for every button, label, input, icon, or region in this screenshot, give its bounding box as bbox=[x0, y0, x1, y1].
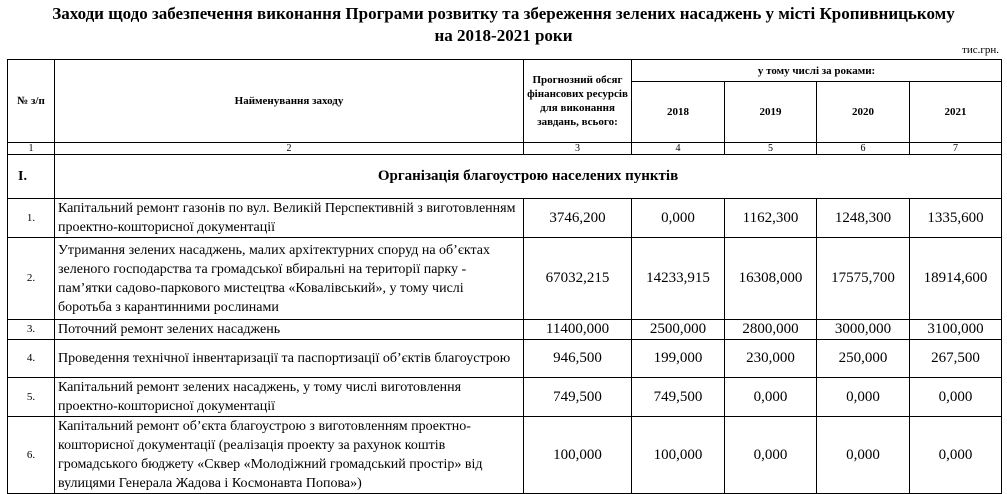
title-line-2: на 2018-2021 роки bbox=[434, 26, 573, 45]
index-cell: 5 bbox=[725, 143, 817, 155]
row-name: Капітальний ремонт зелених насаджень, у тому числі виготовлення проектно-кошторисної документації bbox=[55, 378, 524, 417]
row-name: Утримання зелених насаджень, малих архітектурних споруд на об’єктах зеленого господарства та громадської вбиральні на території парку - пам’ятки садово-паркового мистецтва «Ковалівський», у тому числі боротьба з карантинними рослинами bbox=[55, 238, 524, 320]
index-cell: 4 bbox=[632, 143, 725, 155]
row-number: 3. bbox=[8, 320, 55, 340]
index-cell: 3 bbox=[524, 143, 632, 155]
row-2018: 100,000 bbox=[632, 417, 725, 494]
row-total: 3746,200 bbox=[524, 199, 632, 238]
measures-table bbox=[7, 59, 1002, 494]
row-2019: 16308,000 bbox=[725, 238, 817, 320]
row-2019: 2800,000 bbox=[725, 320, 817, 340]
table-row bbox=[8, 320, 1002, 340]
table-row bbox=[8, 199, 1002, 238]
section-number: I. bbox=[8, 155, 55, 199]
row-name: Капітальний ремонт газонів по вул. Великій Перспективній з виготовленням проектно-кошторисної документації bbox=[55, 199, 524, 238]
row-number: 6. bbox=[8, 417, 55, 494]
row-name: Поточний ремонт зелених насаджень bbox=[55, 320, 524, 340]
index-cell: 7 bbox=[910, 143, 1002, 155]
index-cell: 2 bbox=[55, 143, 524, 155]
row-total: 100,000 bbox=[524, 417, 632, 494]
row-2020: 250,000 bbox=[817, 340, 910, 378]
row-2019: 1162,300 bbox=[725, 199, 817, 238]
row-2021: 18914,600 bbox=[910, 238, 1002, 320]
index-cell: 1 bbox=[8, 143, 55, 155]
unit-label: тис.грн. bbox=[962, 44, 999, 56]
row-number: 1. bbox=[8, 199, 55, 238]
row-2020: 17575,700 bbox=[817, 238, 910, 320]
table-row bbox=[8, 340, 1002, 378]
row-total: 67032,215 bbox=[524, 238, 632, 320]
header-year-2021: 2021 bbox=[910, 82, 1002, 143]
row-2018: 199,000 bbox=[632, 340, 725, 378]
section-row bbox=[8, 155, 1002, 199]
row-2018: 749,500 bbox=[632, 378, 725, 417]
row-2018: 0,000 bbox=[632, 199, 725, 238]
index-row bbox=[8, 143, 1002, 155]
row-2021: 3100,000 bbox=[910, 320, 1002, 340]
index-cell: 6 bbox=[817, 143, 910, 155]
row-total: 11400,000 bbox=[524, 320, 632, 340]
table-row bbox=[8, 417, 1002, 494]
row-number: 5. bbox=[8, 378, 55, 417]
row-name: Капітальний ремонт об’єкта благоустрою з виготовленням проектно-кошторисної документації (реалізація проекту за рахунок коштів громадського бюджету «Сквер «Молодіжний громадський простір» від вулицями Генерала Жадова і Космонавта Попова») bbox=[55, 417, 524, 494]
document-title bbox=[0, 3, 1007, 47]
row-2020: 0,000 bbox=[817, 378, 910, 417]
header-name: Найменування заходу bbox=[55, 60, 524, 143]
section-title: Організація благоустрою населених пунктів bbox=[55, 155, 1002, 199]
row-2018: 14233,915 bbox=[632, 238, 725, 320]
row-2021: 0,000 bbox=[910, 378, 1002, 417]
row-name: Проведення технічної інвентаризації та паспортизації об’єктів благоустрою bbox=[55, 340, 524, 378]
row-2019: 0,000 bbox=[725, 417, 817, 494]
row-2019: 0,000 bbox=[725, 378, 817, 417]
row-number: 2. bbox=[8, 238, 55, 320]
row-2021: 0,000 bbox=[910, 417, 1002, 494]
row-2021: 1335,600 bbox=[910, 199, 1002, 238]
header-year-2018: 2018 bbox=[632, 82, 725, 143]
row-number: 4. bbox=[8, 340, 55, 378]
table-row bbox=[8, 238, 1002, 320]
row-2019: 230,000 bbox=[725, 340, 817, 378]
header-no: № з/п bbox=[8, 60, 55, 143]
header-years-group: у тому числі за роками: bbox=[632, 60, 1002, 82]
row-2020: 0,000 bbox=[817, 417, 910, 494]
table-row bbox=[8, 378, 1002, 417]
row-2021: 267,500 bbox=[910, 340, 1002, 378]
row-2020: 3000,000 bbox=[817, 320, 910, 340]
row-total: 946,500 bbox=[524, 340, 632, 378]
title-line-1: Заходи щодо забезпечення виконання Програми розвитку та збереження зелених насаджень у місті Кропивницькому bbox=[52, 4, 955, 23]
row-2020: 1248,300 bbox=[817, 199, 910, 238]
header-year-2019: 2019 bbox=[725, 82, 817, 143]
header-year-2020: 2020 bbox=[817, 82, 910, 143]
row-total: 749,500 bbox=[524, 378, 632, 417]
header-total: Прогнозний обсяг фінансових ресурсів для виконання завдань, всього: bbox=[524, 60, 632, 143]
row-2018: 2500,000 bbox=[632, 320, 725, 340]
